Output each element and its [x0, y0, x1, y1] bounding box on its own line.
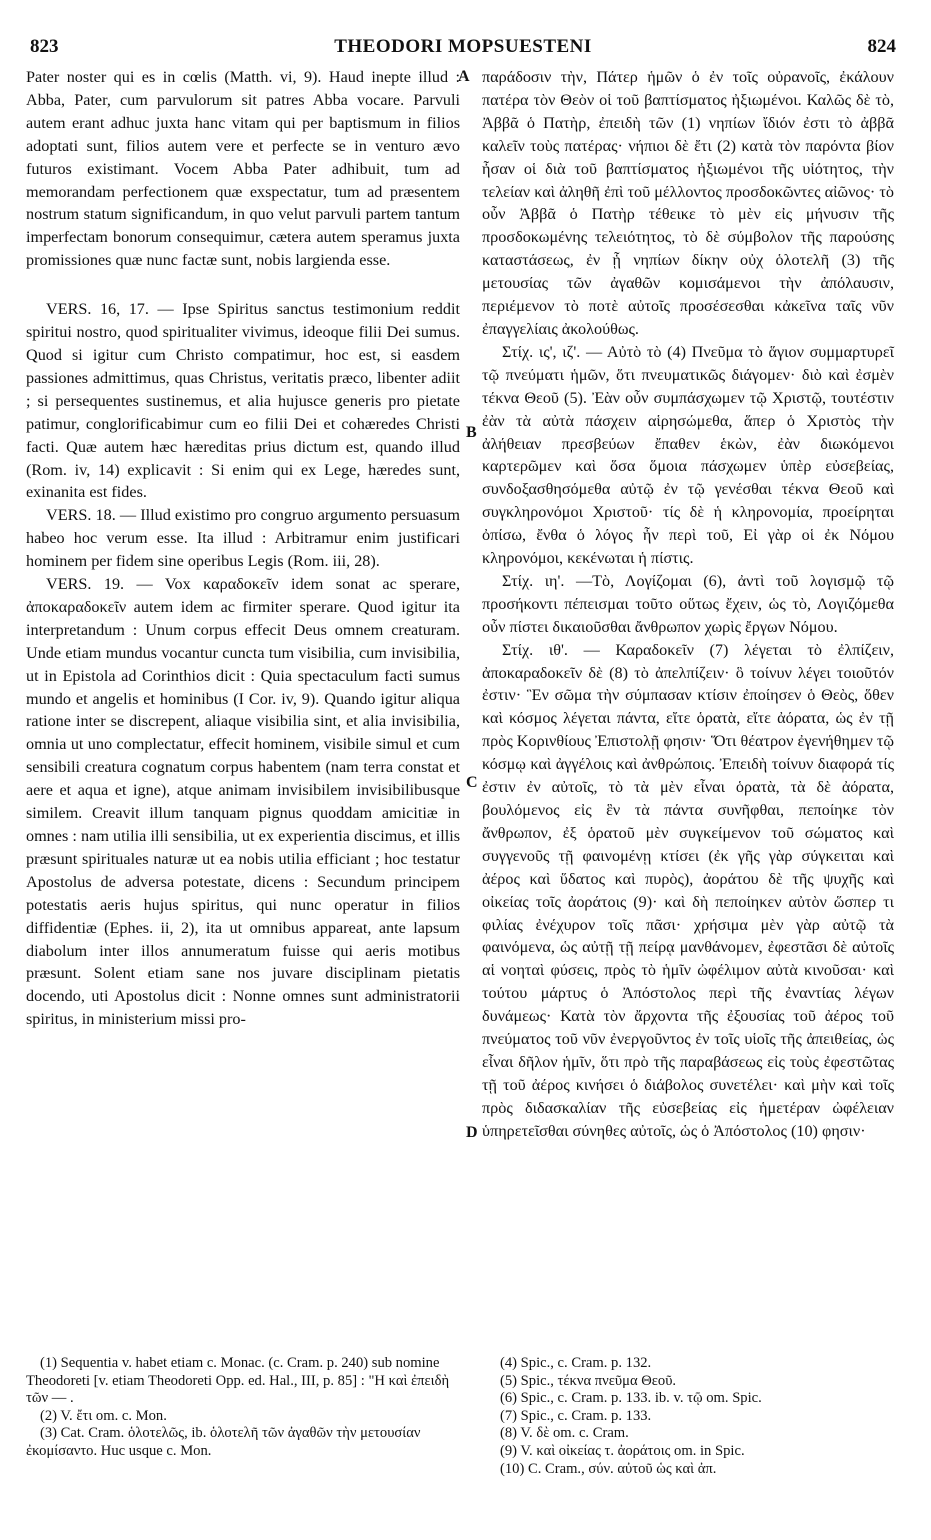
footnote-3: (3) Cat. Cram. ὁλοτελῶς, ib. ὁλοτελῆ τῶν ἀγαθῶν τὴν μετουσίαν ἐκομίσαντο. Huc usque c. Mon.	[26, 1425, 421, 1459]
footnotes-right	[500, 1355, 900, 1478]
greek-paragraph-stich-19: Στίχ. ιθ'. — Καραδοκεῖν (7) λέγεται τὸ ἐλπίζειν, ἀποκαραδοκεῖν δὲ (8) τὸ ἀπελπίζειν· ὃ τοίνυν λέγει τοιοῦτόν ἐστιν· Ἓν σῶμα τὴν σύμπασαν κτίσιν ἐποίησεν ὁ Θεὸς, ὅθεν καὶ κόσμος λέγεται πάντα, εἴτε ὁρατὰ, εἴτε ἀόρατα, ὡς ἐν τῇ πρὸς Κορινθίους Ἐπιστολῇ φησιν· Ὅτι θέατρον ἐγενήθημεν τῷ κόσμῳ καὶ ἀγγέλοις καὶ ἀνθρώποις. Ἐπειδὴ τοίνυν διαφορά τίς ἐστιν ἐν αὐτοῖς, τὸ τὰ μὲν εἶναι ὁρατὰ, τὰ δὲ ἀόρατα, βουλόμενος εἰς ἓν τὰ πάντα συνῆφθαι, πεποίηκε τὸν ἄνθρωπον, ἐξ ὁρατοῦ μὲν συγκείμενον τοῦ σώματος καὶ συγγενοῦς τῇ φαινομένῃ κτίσει (ἐκ γῆς γὰρ σύγκειται καὶ ἀέρος καὶ ὕδατος καὶ πυρὸς), ἀοράτου δὲ τῆς ψυχῆς καὶ οἰκείας τοῖς ἀοράτοις (9)· καὶ δὴ πεποίηκεν αὐτὸν ὥσπερ τι φιλίας ἐνέχυρον τοῖς πᾶσι· χρήσιμα μὲν γὰρ αὐτῷ τὰ φαινόμενα, ὡς αὐτῇ τῇ πείρᾳ μανθάνομεν, ἐφεστᾶσι δὲ αὐτοῖς αἱ νοηταὶ φύσεις, πρὸς τὸ ἡμῖν ὠφέλιμον αὐτὰ κινοῦσαι· καὶ τούτου μάρτυς ὁ Ἀπόστολος περὶ τῆς ἐναντίας λέγων δυνάμεως· Κατὰ τὸν ἄρχοντα τῆς ἐξουσίας τοῦ ἀέρος τοῦ πνεύματος τοῦ νῦν ἐνεργοῦντος ἐν τοῖς υἱοῖς τῆς ἀπειθείας, ὡς εἶναι δῆλον ἡμῖν, ὅτι πρὸ τῆς παραβάσεως εἰς τοὺς ἐφεστῶτας τῇ τοῦ ἀέρος κινήσει ὁ διάβολος συνετέλει· καὶ μὴν καὶ τοῖς πρὸς διδασκαλίαν τῆς εὐσεβείας εἰς ἡμετέραν ὠφέλειαν ὑπηρετεῖσθαι σύνηθες αὐτοῖς, ὡς ὁ Ἀπόστολος (10) φησιν·	[482, 640, 894, 1140]
footnote-2: (2) V. ἔτι om. c. Mon.	[40, 1407, 167, 1424]
margin-marker-c: C	[466, 774, 478, 791]
footnote-5: (5) Spic., τέκνα πνεῦμα Θεοῦ.	[500, 1372, 677, 1389]
latin-paragraph-vers-16-17: VERS. 16, 17. — Ipse Spiritus sanctus testimonium reddit spiritui nostro, quod spiritualiter vivimus, ideoque filii Dei sumus. Quod si igitur cum Christo compatimur, hoc est, si easdem passiones admittimus, quas Christus, veritatis præco, libenter adiit ; si persequentes sustinemus, et alia hujusce generis pro pietate patimur, conglorificabimur cum eo filii Dei et cohæredes Christi facti. Quæ autem hæc hæreditas prius dictum est, quando illud (Rom. iv, 14) explicavit : Si enim qui ex Lege, hæredes sunt, exinanita est fides.	[26, 300, 460, 502]
greek-paragraph-pater-hemon: παράδοσιν τὴν, Πάτερ ἡμῶν ὁ ἐν τοῖς οὐρανοῖς, ἐκάλουν πατέρα τὸν Θεὸν οἱ τοῦ βαπτίσματος ἠξιωμένοι. Καλῶς δὲ τὸ, Ἀββᾶ ὁ Πατὴρ, ἐπειδὴ τῶν (1) νηπίων ἴδιόν ἐστι τὸ ἀββᾶ καλεῖν τοὺς πατέρας· νήπιοι δὲ ἔτι (2) κατὰ τὸν παρόντα βίον ἦσαν οἱ διὰ τοῦ βαπτίσματος ἠξιωμένοι τῆς υἱότητος, τὴν τελείαν καὶ ἀληθῆ ἐπὶ τοῦ μέλλοντος προσδοκῶντες αἰῶνος· τὸ οὖν Ἀββᾶ ὁ Πατὴρ τέθεικε τὸ μὲν εἰς μήνυσιν τῆς προσδοκωμένης τελειότητος, τὸ δὲ σύμβολον τῆς παρούσης καταστάσεως, ἐν ᾗ νηπίων δίκην οὐχ ὁλοτελῆ (3) τῆς μετουσίας τῶν ἀγαθῶν κομισάμενοι τὴν ἀπόλαυσιν, περιέμενον τὸ ποτὲ αὐτοῖς προσέσεσθαι κἀκεῖνα ταῖς νῦν ἐπαγγελίαις ἀκολούθως.	[482, 68, 894, 338]
footnote-9: (9) V. καὶ οἰκείας τ. ἀοράτοις om. in Spic.	[500, 1442, 745, 1459]
footnote-7: (7) Spic., c. Cram. p. 133.	[500, 1407, 652, 1424]
latin-column	[26, 66, 460, 1031]
latin-paragraph-vers-18: VERS. 18. — Illud existimo pro congruo argumento persuasum habeo hoc verum esse. Ita illud : Arbitramur enim justificari hominem per fidem sine operibus Legis (Rom. iii, 28).	[26, 506, 460, 571]
running-header	[30, 36, 896, 60]
footnote-8: (8) V. δὲ om. c. Cram.	[500, 1425, 629, 1442]
margin-marker-d: D	[466, 1124, 478, 1141]
latin-paragraph-vers-19: VERS. 19. — Vox καραδοκεῖν idem sonat ac sperare, ἀποκαραδοκεῖν autem idem ac firmiter sperare. Quod igitur ita interpretandum : Unum corpus effecit Deus omnem creaturam. Unde etiam mundus vocantur cuncta tum visibilia, cum invisibilia, ut in Epistola ad Corinthios dicit : Quia spectaculum facti sumus mundo et angelis et hominibus (I Cor. iv, 9). Quando igitur aliqua ratione inter se discrepent, aliaque visibilia sint, et alia invisibilia, omnia ut uno complectatur, effecit hominem, visibile simul et cum sensibili creatura cognatum corpus habentem (nam terra constat et aere et aqua et igne), atque animam invisibilem invisibilibusque similem. Creavit illum tanquam pignus quoddam amicitiæ in omnes : nam utilia illi sensibilia, ut ex experientia discimus, et illis præsunt spirituales naturæ ut ea nobis utilia efficiant ; hoc testatur Apostolus de adversa potestate, dicens : Secundum principem potestatis aeris hujus spiritus, qui nunc operatur in filios diffidentiæ (Ephes. ii, 2), ita ut omnibus appareat, ante lapsum diabolum inter illos annumeratum fuisse qui aeris motibus præsunt. Solent etiam sane nos juvare disciplinam pietatis docendo, uti Apostolus dicit : Nonne omnes sunt administratorii spiritus, in ministerium missi pro-	[26, 575, 460, 1029]
page-number-left: 823	[30, 36, 59, 57]
footnotes-left	[26, 1355, 460, 1461]
running-title: THEODORI MOPSUESTENI	[334, 36, 592, 57]
margin-marker-b: B	[466, 424, 477, 441]
latin-paragraph-pater-noster: Pater noster qui es in cœlis (Matth. vi, 9). Haud inepte illud : Abba, Pater, cum parvulorum sit patres Abba vocare. Parvuli autem erant adhuc juxta hanc vitam qui per baptismum in filios adoptati sunt, filios autem vere et perfecte se in venturo ævo futuros existimant. Vocem Abba Pater adhibuit, tum ad memorandam perfectionem quæ exspectatur, tum ad præsentem nostrum statum significandum, in quo velut parvuli partem tantum imperfectam bonorum consequimur, cætera autem speramus juxta promissiones quæ nunc factæ sunt, nobis largienda esse.	[26, 68, 460, 270]
footnote-6: (6) Spic., c. Cram. p. 133. ib. v. τῷ om. Spic.	[500, 1390, 762, 1407]
greek-column	[482, 66, 894, 1143]
page-number-right: 824	[867, 36, 896, 57]
footnote-10: (10) C. Cram., σύν. αὐτοῦ ὡς καὶ ἀπ.	[500, 1460, 717, 1477]
footnote-4: (4) Spic., c. Cram. p. 132.	[500, 1355, 652, 1371]
greek-paragraph-stich-18: Στίχ. ιη'. —Τὸ, Λογίζομαι (6), ἀντὶ τοῦ λογισμῷ τῷ προσήκοντι πέπεισμαι τοῦτο οὕτως ἔχειν, ὡς τὸ, Λογιζόμεθα οὖν πίστει δικαιοῦσθαι ἄνθρωπον χωρὶς ἔργων Νόμου.	[482, 571, 894, 636]
margin-marker-a: A	[458, 68, 470, 85]
greek-paragraph-stich-16-17: Στίχ. ις', ιζ'. — Αὐτὸ τὸ (4) Πνεῦμα τὸ ἅγιον συμμαρτυρεῖ τῷ πνεύματι ἡμῶν, ὅτι πνευματικῶς διάγομεν· διὸ καὶ ἐσμὲν τέκνα Θεοῦ (5). Ἐὰν οὖν συμπάσχωμεν τῷ Χριστῷ, τουτέστιν ἐὰν τὰ αὐτὰ πάσχειν αἱρησώμεθα, ἅπερ ὁ Χριστὸς τὴν ἀλήθειαν πρεσβεύων ἔπαθεν ἑκὼν, ἐὰν διωκόμενοι καρτερῶμεν καὶ ὅσα ὅμοια πάσχωμεν ὑπὲρ εὐσεβείας, συνδοξασθησόμεθα αὐτῷ ἐν τῷ γενέσθαι τέκνα Θεοῦ καὶ συγκληρονόμοι Χριστοῦ· τίς δὲ ἡ κληρονομία, προείρηται ὀπίσω, ἔνθα ὁ λόγος ἦν περὶ τοῦ, Εἰ γὰρ οἱ ἐκ Νόμου κληρονόμοι, κεκένωται ἡ πίστις.	[482, 342, 894, 568]
footnote-1: (1) Sequentia v. habet etiam c. Monac. (c. Cram. p. 240) sub nomine Theodoreti [v. etiam Theodoreti Opp. ed. Hal., III, p. 85] : "Η καὶ ἐπειδὴ τῶν — .	[26, 1355, 450, 1407]
